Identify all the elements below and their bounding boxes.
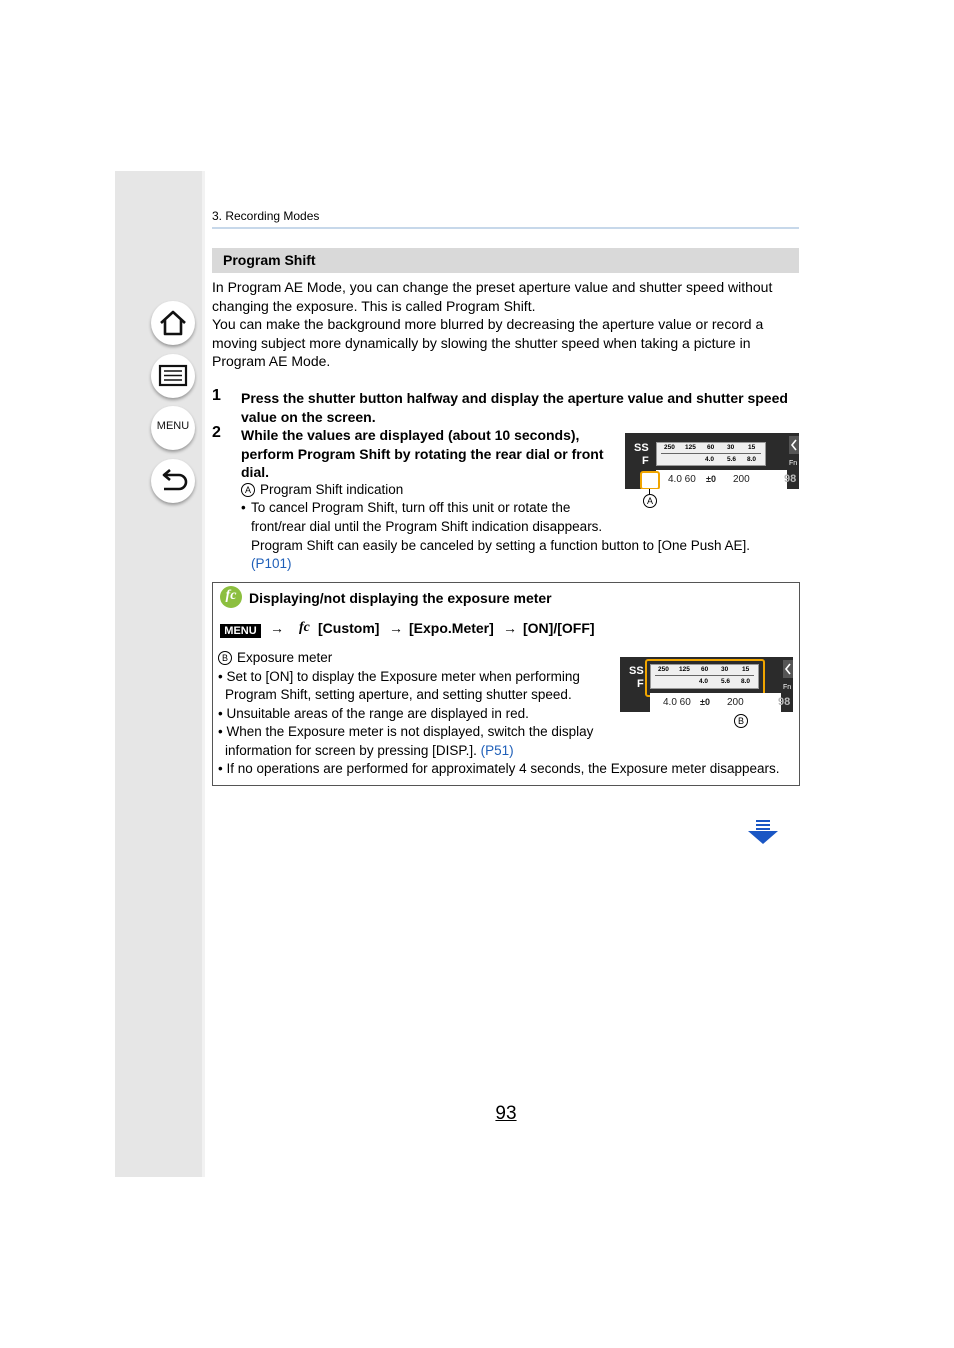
aperture-tick: 8.0 (747, 456, 757, 463)
sidebar-edge (202, 171, 205, 1177)
intro-paragraph-1: In Program AE Mode, you can change the preset aperture value and shutter speed without changing the exposure. This is called Program Shift. (212, 279, 773, 314)
aperture-shutter-readout: 4.0 60 (668, 474, 696, 485)
cancel-bullet: • (241, 500, 246, 515)
menu-path-custom: [Custom] (318, 620, 380, 636)
exposure-comp: ±0 (700, 697, 710, 707)
info-bar (650, 693, 781, 712)
exposure-meter (650, 664, 759, 689)
exposure-comp: ±0 (706, 474, 716, 484)
intro-text (212, 278, 802, 371)
exposure-meter (656, 442, 766, 466)
home-icon (151, 301, 195, 345)
ss-label: SS (634, 442, 649, 454)
toc-button[interactable] (151, 354, 195, 398)
p101-link[interactable]: (P101) (251, 556, 292, 571)
side-tab (789, 436, 799, 454)
exposure-meter-title: Displaying/not displaying the exposure meter (249, 590, 552, 606)
bullet-4: • If no operations are performed for approximately 4 seconds, the Exposure meter disappears. (218, 761, 780, 776)
list-icon (151, 354, 195, 398)
header-divider (212, 227, 799, 229)
return-icon (151, 459, 195, 503)
menu-button[interactable] (151, 406, 195, 450)
aperture-tick: 4.0 (705, 456, 715, 463)
aperture-tick: 4.0 (699, 678, 709, 685)
shutter-tick: 15 (748, 444, 756, 451)
shutter-tick: 125 (679, 666, 690, 673)
meter-scale (655, 675, 754, 676)
shutter-tick: 60 (707, 444, 715, 451)
menu-path-onoff: [ON]/[OFF] (523, 620, 595, 636)
menu-path-arrow: → (389, 620, 403, 636)
shutter-tick: 250 (664, 444, 675, 451)
custom-small-icon: fc (299, 620, 310, 635)
p51-link[interactable]: (P51) (480, 743, 514, 758)
aperture-tick: 8.0 (741, 678, 751, 685)
indication-label: Program Shift indication (260, 482, 404, 497)
shutter-tick: 60 (701, 666, 709, 673)
aperture-tick: 5.6 (727, 456, 737, 463)
meter-label-text: Exposure meter (237, 650, 333, 665)
shutter-tick: 250 (658, 666, 669, 673)
section-bar (212, 248, 799, 273)
meter-scale (661, 453, 761, 454)
side-tab (783, 660, 793, 678)
fn-label: Fn (783, 684, 792, 691)
bullet-1-cont: Program Shift, setting aperture, and setting shutter speed. (225, 687, 572, 702)
chevron-left-icon (783, 660, 793, 678)
f-label: F (637, 678, 644, 690)
step-2-text: While the values are displayed (about 10 seconds), perform Program Shift by rotating the rear dial or front dial. (241, 427, 604, 481)
menu-path-arrow: → (270, 620, 284, 636)
cancel-line-3: Program Shift can easily be canceled by setting a function button to [One Push AE]. (251, 538, 751, 553)
menu-path-arrow: → (503, 620, 517, 636)
menu-tag: MENU (220, 624, 261, 638)
meter-label (218, 649, 332, 668)
callout-b-marker: B (734, 714, 748, 728)
info-bar (656, 470, 787, 489)
chevron-left-icon (789, 436, 799, 454)
f-label: F (642, 455, 649, 467)
shutter-tick: 30 (727, 444, 735, 451)
fn-label: Fn (789, 460, 798, 467)
step-2-number: 2 (212, 424, 221, 441)
aperture-tick: 5.6 (721, 678, 731, 685)
shutter-tick: 30 (721, 666, 729, 673)
section-title: Program Shift (223, 252, 316, 268)
aperture-shutter-readout: 4.0 60 (663, 697, 691, 708)
back-button[interactable] (151, 459, 195, 503)
callout-a (643, 492, 662, 511)
intro-paragraph-2: You can make the background more blurred by decreasing the aperture value or record a moving subject more dynamically by slowing the shutter speed when taking a picture in Program AE Mode. (212, 316, 764, 370)
marker-b: B (218, 651, 232, 665)
cancel-line-2: front/rear dial until the Program Shift indication disappears. (251, 519, 603, 534)
callout-a-marker: A (643, 494, 657, 508)
bullet-1: • Set to [ON] to display the Exposure meter when performing (218, 669, 580, 684)
indication-note (241, 481, 403, 500)
next-page-button[interactable] (746, 819, 780, 850)
shutter-tick: 15 (742, 666, 750, 673)
chapter-header: 3. Recording Modes (212, 209, 320, 223)
page-number: 93 (495, 1103, 517, 1124)
shutter-tick: 125 (685, 444, 696, 451)
callout-b (734, 712, 753, 731)
cancel-line-1: To cancel Program Shift, turn off this unit or rotate the (251, 500, 571, 515)
ss-label: SS (629, 665, 644, 677)
arrow-down-icon (746, 819, 780, 845)
iso-value: 200 (727, 697, 744, 708)
bullet-2: • Unsuitable areas of the range are displayed in red. (218, 706, 529, 721)
camera-screen-1 (625, 433, 799, 489)
shot-count: 98 (784, 473, 797, 485)
camera-screen-2 (620, 657, 793, 712)
home-button[interactable] (151, 301, 195, 345)
bullet-3: • When the Exposure meter is not displayed, switch the display (218, 724, 594, 739)
menu-path-expo: [Expo.Meter] (409, 620, 494, 636)
step-1-number: 1 (212, 387, 221, 404)
custom-menu-icon: fc (220, 586, 242, 608)
iso-value: 200 (733, 474, 750, 485)
menu-label: MENU (156, 420, 190, 432)
shot-count: 98 (778, 696, 791, 708)
program-shift-indication (640, 471, 660, 489)
bullet-3-cont: information for screen by pressing [DISP.]. (P51) (225, 743, 514, 758)
marker-a: A (241, 483, 255, 497)
step-1-text: Press the shutter button halfway and display the aperture value and shutter speed value on the screen. (241, 390, 788, 425)
